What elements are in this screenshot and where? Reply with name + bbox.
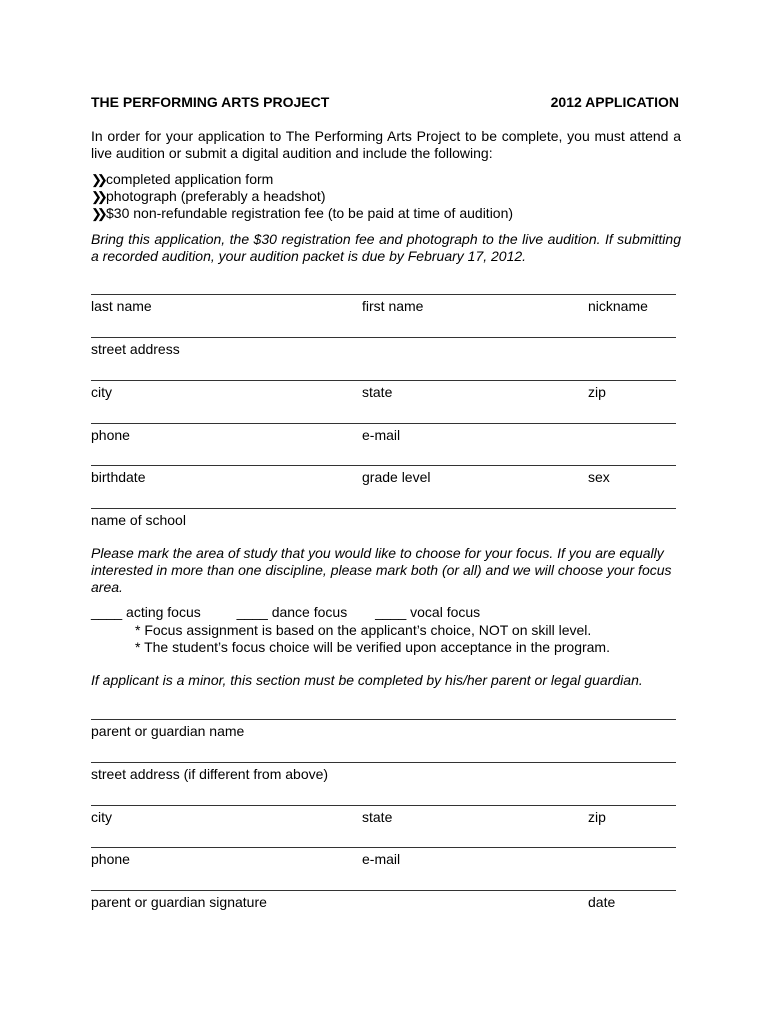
city-line[interactable] — [91, 380, 676, 381]
acting-focus-blank[interactable]: ____ — [91, 604, 123, 620]
form-year-title: 2012 APPLICATION — [550, 94, 679, 110]
guardian-name-line[interactable] — [91, 719, 676, 720]
form-title: THE PERFORMING ARTS PROJECT — [91, 94, 330, 110]
focus-instructions: Please mark the area of study that you would like to choose for your focus. If you are equally interested in more than one discipline, please mark both (or all) and we will choose your focus area. — [91, 545, 672, 595]
checklist-item-label: $30 non-refundable registration fee (to be paid at time of audition) — [106, 205, 514, 221]
double-chevron-icon: ❯❯ — [91, 189, 103, 204]
school-line[interactable] — [91, 508, 676, 509]
focus-note: * The student’s focus choice will be verified upon acceptance in the program. — [135, 639, 610, 655]
phone-label: phone — [91, 427, 130, 443]
birthdate-line[interactable] — [91, 465, 676, 466]
guardian-signature-line[interactable] — [91, 890, 676, 891]
minor-note: If applicant is a minor, this section must be completed by his/her parent or legal guardian. — [91, 672, 643, 688]
state-label: state — [362, 384, 393, 400]
zip-label: zip — [588, 384, 606, 400]
double-chevron-icon: ❯❯ — [91, 206, 103, 221]
birthdate-label: birthdate — [91, 469, 146, 485]
acting-focus-label: acting focus — [126, 604, 201, 620]
checklist-item — [91, 171, 273, 188]
sex-label: sex — [588, 469, 610, 485]
email-label: e-mail — [362, 427, 401, 443]
intro-paragraph: In order for your application to The Performing Arts Project to be complete, you must attend a live audition or submit a digital audition and include the following: — [91, 128, 681, 161]
signature-date-label: date — [588, 894, 616, 910]
guardian-phone-label: phone — [91, 851, 130, 867]
checklist-item — [91, 188, 325, 205]
grade-level-label: grade level — [362, 469, 431, 485]
double-chevron-icon: ❯❯ — [91, 172, 103, 187]
guardian-zip-label: zip — [588, 809, 606, 825]
last-name-line[interactable] — [91, 294, 676, 295]
dance-focus-label: dance focus — [271, 604, 348, 620]
bring-note: Bring this application, the $30 registration fee and photograph to the live audition. If submitting a recorded audition, your audition packet is due by February 17, 2012. — [91, 231, 681, 264]
vocal-focus-label: vocal focus — [410, 604, 481, 620]
guardian-city-line[interactable] — [91, 805, 676, 806]
focus-options — [91, 604, 480, 621]
guardian-email-label: e-mail — [362, 851, 401, 867]
checklist-item-label: photograph (preferably a headshot) — [106, 188, 326, 204]
checklist-item — [91, 205, 513, 222]
guardian-city-label: city — [91, 809, 112, 825]
street-address-line[interactable] — [91, 337, 676, 338]
phone-line[interactable] — [91, 423, 676, 424]
checklist-item-label: completed application form — [106, 171, 274, 187]
first-name-label: first name — [362, 298, 424, 314]
street-address-label: street address — [91, 341, 180, 357]
city-label: city — [91, 384, 112, 400]
dance-focus-blank[interactable]: ____ — [236, 604, 268, 620]
guardian-state-label: state — [362, 809, 393, 825]
vocal-focus-blank[interactable]: ____ — [375, 604, 407, 620]
guardian-street-line[interactable] — [91, 762, 676, 763]
guardian-name-label: parent or guardian name — [91, 723, 245, 739]
school-label: name of school — [91, 512, 186, 528]
guardian-signature-label: parent or guardian signature — [91, 894, 267, 910]
focus-note: * Focus assignment is based on the applicant’s choice, NOT on skill level. — [135, 622, 592, 638]
guardian-street-label: street address (if different from above) — [91, 766, 329, 782]
nickname-label: nickname — [588, 298, 648, 314]
last-name-label: last name — [91, 298, 152, 314]
guardian-phone-line[interactable] — [91, 847, 676, 848]
